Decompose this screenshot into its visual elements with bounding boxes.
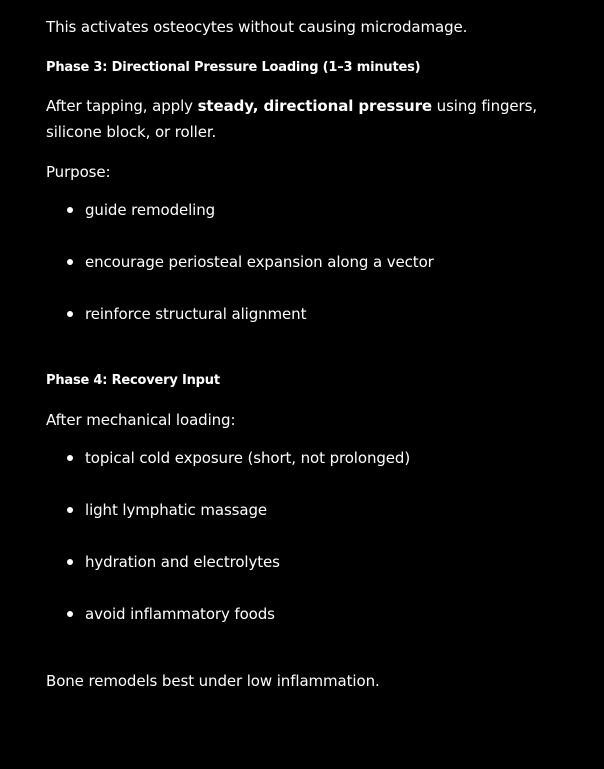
list-item bbox=[46, 551, 604, 573]
list-item bbox=[46, 447, 604, 469]
bullet-dot-icon bbox=[67, 559, 73, 565]
bullet-dot-icon bbox=[67, 455, 73, 461]
list-item-text: topical cold exposure (short, not prolonged) bbox=[85, 449, 411, 467]
list-item bbox=[46, 603, 604, 625]
bullet-dot-icon bbox=[67, 207, 73, 213]
phase3-heading: Phase 3: Directional Pressure Loading (1–3 minutes) bbox=[46, 60, 421, 75]
phase3-paragraph-post: using fingers, silicone block, or roller. bbox=[46, 97, 538, 141]
phase3-paragraph-pre: After tapping, apply bbox=[46, 97, 198, 115]
list-item-text: guide remodeling bbox=[85, 201, 216, 219]
purpose-label: Purpose: bbox=[46, 163, 111, 181]
list-item-text: avoid inflammatory foods bbox=[85, 605, 275, 623]
phase4-intro: After mechanical loading: bbox=[46, 411, 236, 429]
bullet-dot-icon bbox=[67, 259, 73, 265]
closing-paragraph: Bone remodels best under low inflammation. bbox=[46, 672, 380, 690]
list-item-text: light lymphatic massage bbox=[85, 501, 268, 519]
bullet-dot-icon bbox=[67, 507, 73, 513]
bullet-dot-icon bbox=[67, 611, 73, 617]
list-item bbox=[46, 199, 604, 221]
list-item bbox=[46, 251, 604, 273]
list-item-text: hydration and electrolytes bbox=[85, 553, 280, 571]
list-item-text: encourage periosteal expansion along a vector bbox=[85, 253, 434, 271]
phase3-paragraph bbox=[46, 93, 546, 145]
list-item bbox=[46, 303, 604, 325]
list-item-text: reinforce structural alignment bbox=[85, 305, 307, 323]
phase4-heading: Phase 4: Recovery Input bbox=[46, 373, 220, 388]
bullet-dot-icon bbox=[67, 311, 73, 317]
intro-paragraph: This activates osteocytes without causing microdamage. bbox=[46, 18, 468, 36]
phase3-paragraph-bold: steady, directional pressure bbox=[197, 97, 432, 115]
list-item bbox=[46, 499, 604, 521]
